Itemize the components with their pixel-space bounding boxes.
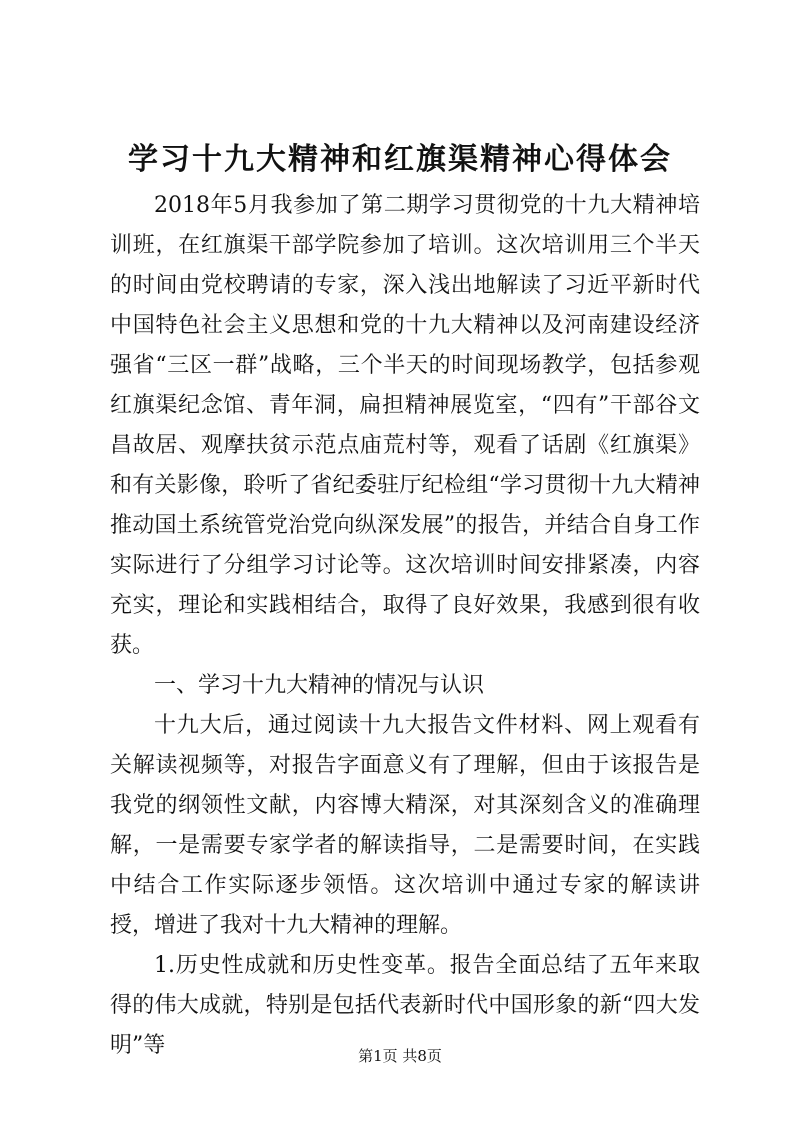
paragraph-understanding: 十九大后，通过阅读十九大报告文件材料、网上观看有关解读视频等，对报告字面意义有了理解，但由于该报告是我党的纲领性文献，内容博大精深，对其深刻含义的准确理解，一是需要专家学者的解读指导，二是需要时间，在实践中结合工作实际逐步领悟。这次培训中通过专家的解读讲授，增进了我对十九大精神的理解。 bbox=[110, 713, 700, 938]
paragraph-training-overview: 2018年5月我参加了第二期学习贯彻党的十九大精神培训班，在红旗渠干部学院参加了培训。这次培训用三个半天的时间由党校聘请的专家，深入浅出地解读了习近平新时代中国特色社会主义思想和党的十九大精神以及河南建设经济强省“三区一群”战略，三个半天的时间现场教学，包括参观红旗渠纪念馆、青年洞，扁担精神展览室，“四有”干部谷文昌故居、观摩扶贫示范点庙荒村等，观看了话剧《红旗渠》和有关影像，聆听了省纪委驻厅纪检组“学习贯彻十九大精神推动国土系统管党治党向纵深发展”的报告，并结合自身工作实际进行了分组学习讨论等。这次培训时间安排紧凑，内容充实，理论和实践相结合，取得了良好效果，我感到很有收获。 bbox=[110, 193, 700, 658]
document-title: 学习十九大精神和红旗渠精神心得体会 bbox=[128, 142, 672, 177]
document-body bbox=[110, 186, 700, 1066]
page-footer: 第1页 共8页 bbox=[358, 1047, 442, 1065]
paragraph-achievements: 1.历史性成就和历史性变革。报告全面总结了五年来取得的伟大成就，特别是包括代表新时代中国形象的新“四大发明”等 bbox=[110, 953, 700, 1058]
section-heading-1: 一、学习十九大精神的情况与认识 bbox=[154, 673, 485, 698]
